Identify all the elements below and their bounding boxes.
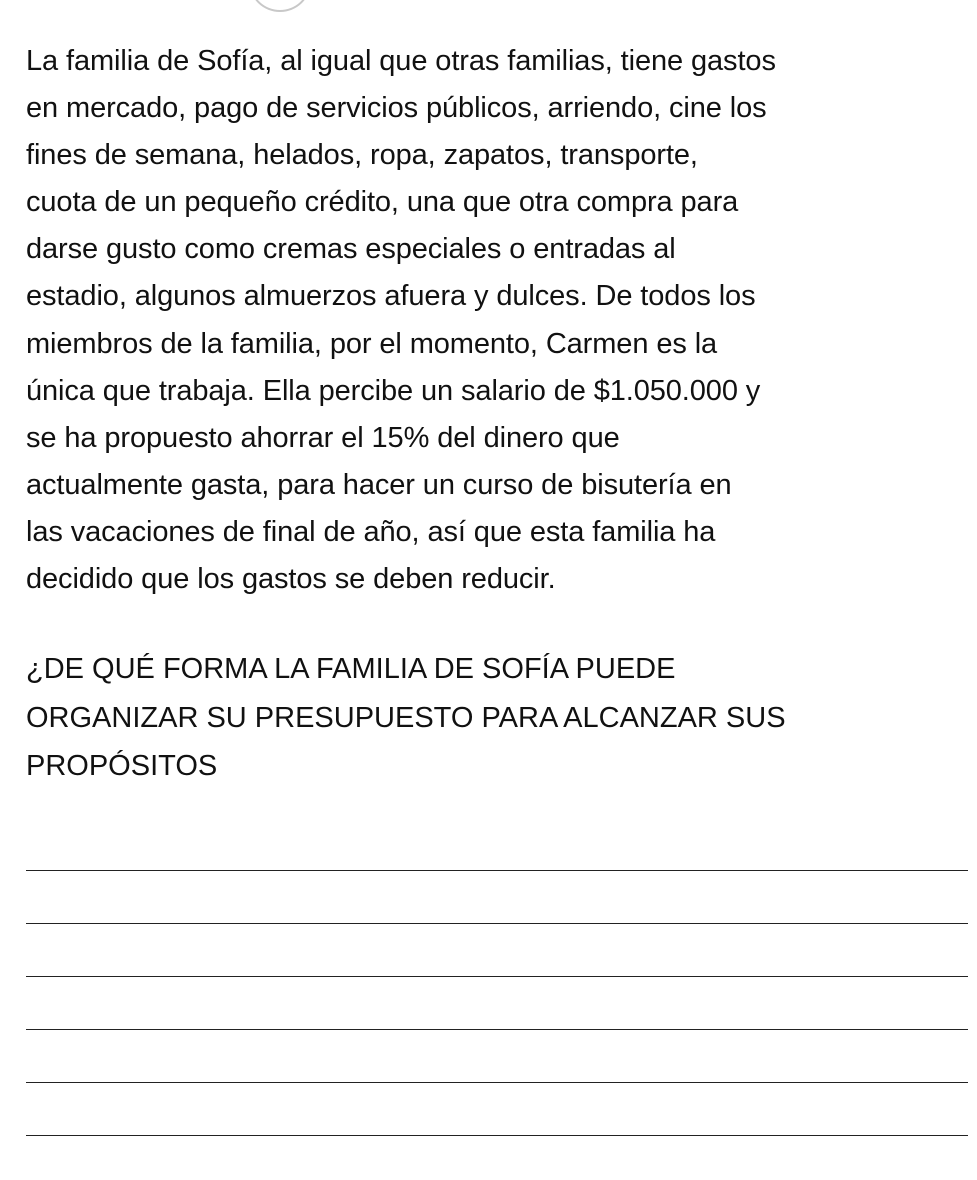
answer-line-3[interactable] [26, 924, 968, 977]
question-line: ORGANIZAR SU PRESUPUESTO PARA ALCANZAR SUS [26, 701, 786, 734]
top-circle-decoration [250, 0, 310, 12]
question-heading [26, 645, 972, 791]
answer-area [26, 818, 968, 1136]
question-line: PROPÓSITOS [26, 750, 218, 782]
problem-line: La familia de Sofía, al igual que otras familias, tiene gastos [26, 45, 776, 77]
problem-line: única que trabaja. Ella percibe un salario de $1.050.000 y [26, 374, 761, 407]
problem-line: darse gusto como cremas especiales o entradas al [26, 233, 676, 266]
problem-line: decidido que los gastos se deben reducir. [26, 563, 556, 596]
answer-line-6[interactable] [26, 1083, 968, 1136]
answer-line-2[interactable] [26, 871, 968, 924]
problem-line: fines de semana, helados, ropa, zapatos, transporte, [26, 139, 698, 172]
problem-line: las vacaciones de final de año, así que esta familia ha [26, 515, 716, 548]
problem-paragraph [26, 38, 972, 603]
question-line: ¿DE QUÉ FORMA LA FAMILIA DE SOFÍA PUEDE [26, 653, 676, 685]
answer-line-1[interactable] [26, 818, 968, 871]
problem-line: en mercado, pago de servicios públicos, arriendo, cine los [26, 92, 767, 125]
answer-line-4[interactable] [26, 977, 968, 1030]
problem-line: actualmente gasta, para hacer un curso de bisutería en [26, 468, 732, 501]
problem-line: miembros de la familia, por el momento, Carmen es la [26, 327, 718, 360]
problem-line: estadio, algunos almuerzos afuera y dulces. De todos los [26, 280, 756, 313]
problem-line: cuota de un pequeño crédito, una que otra compra para [26, 186, 739, 219]
problem-line: se ha propuesto ahorrar el 15% del dinero que [26, 421, 620, 454]
answer-line-5[interactable] [26, 1030, 968, 1083]
